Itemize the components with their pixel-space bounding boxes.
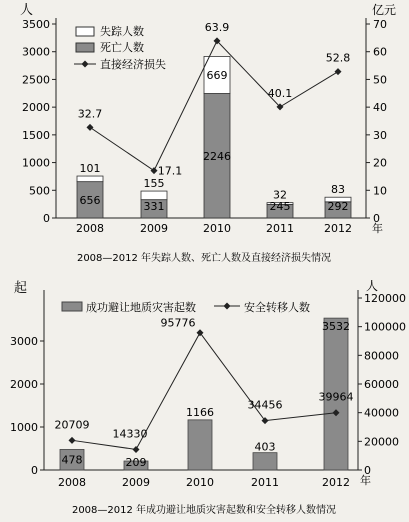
right-axis-unit: 人	[366, 279, 379, 293]
legend-swatch-missing	[76, 27, 94, 36]
line-point-economic-loss	[87, 124, 94, 131]
legend-label-avoided-disasters: 成功避让地质灾害起数	[86, 301, 196, 314]
line-point-relocated-people	[262, 417, 269, 424]
left-axis-tick-label: 1500	[22, 128, 50, 142]
data-label-economic-loss: 40.1	[267, 86, 293, 100]
data-label-missing: 155	[143, 177, 165, 191]
line-point-relocated-people	[133, 446, 140, 453]
right-axis-tick-label: 40000	[364, 406, 399, 420]
right-axis-tick-label: 20000	[364, 435, 399, 449]
legend-label-missing: 失踪人数	[100, 25, 144, 38]
left-axis-tick-label: 1000	[22, 156, 50, 170]
data-label-deaths: 292	[327, 200, 349, 213]
x-axis-tick-label: 2008	[76, 222, 104, 235]
left-axis-tick-label: 3000	[22, 45, 50, 59]
left-axis-unit: 起	[14, 281, 28, 296]
chart-2-legend	[62, 300, 310, 314]
data-label-avoided-disasters: 209	[125, 456, 147, 469]
line-point-relocated-people	[69, 437, 76, 444]
data-label-relocated-people: 34456	[247, 398, 283, 412]
data-label-deaths: 2246	[203, 149, 231, 163]
right-axis-unit: 亿元	[372, 3, 397, 17]
x-axis-tick-label: 2012	[322, 476, 350, 489]
line-point-economic-loss	[151, 167, 158, 174]
left-axis-tick-label: 2000	[22, 101, 50, 115]
x-axis-tick-label: 2011	[266, 222, 294, 235]
data-label-relocated-people: 39964	[318, 390, 354, 404]
chart-1	[20, 3, 396, 264]
right-axis-tick-label: 60	[373, 45, 387, 59]
x-axis-unit: 年	[372, 222, 383, 235]
data-label-missing: 32	[273, 188, 287, 202]
left-axis-tick-label: 3500	[22, 18, 50, 31]
right-axis-tick-label: 0	[373, 212, 380, 225]
left-axis-tick-label: 2500	[22, 73, 50, 87]
left-axis-tick-label: 0	[43, 212, 50, 225]
left-axis-unit: 人	[20, 3, 34, 18]
x-axis-tick-label: 2009	[140, 222, 168, 235]
chart-1-legend	[74, 24, 166, 71]
right-axis-tick-label: 40	[373, 101, 387, 115]
chart-2	[10, 279, 406, 516]
data-label-avoided-disasters: 3532	[322, 320, 350, 334]
bar-missing	[141, 191, 167, 200]
right-axis-tick-label: 80000	[364, 349, 399, 363]
x-axis-unit: 年	[360, 474, 371, 487]
left-axis-tick-label: 0	[31, 464, 38, 477]
data-label-relocated-people: 14330	[112, 427, 148, 441]
x-axis-tick-label: 2010	[186, 476, 214, 489]
data-label-missing: 101	[79, 162, 101, 176]
data-label-relocated-people: 95776	[160, 316, 196, 330]
bar-missing	[77, 176, 103, 182]
data-label-economic-loss: 17.1	[157, 164, 183, 178]
data-label-deaths: 656	[79, 193, 101, 207]
x-axis-tick-label: 2010	[203, 222, 231, 235]
right-axis-tick-label: 20	[373, 156, 387, 170]
data-label-avoided-disasters: 478	[61, 453, 83, 467]
legend-marker-relocated-people	[224, 303, 231, 310]
right-axis-tick-label: 120000	[364, 292, 406, 305]
right-axis-tick-label: 50	[373, 73, 387, 87]
legend-swatch-deaths	[76, 43, 94, 52]
data-label-economic-loss: 52.8	[325, 51, 351, 65]
data-label-economic-loss: 32.7	[77, 107, 103, 121]
chart-2-title: 2008—2012 年成功避让地质灾害起数和安全转移人数情况	[71, 505, 337, 516]
x-axis-tick-label: 2011	[251, 476, 279, 489]
legend-label-deaths: 死亡人数	[100, 41, 144, 54]
right-axis-tick-label: 30	[373, 128, 387, 142]
left-axis-tick-label: 500	[29, 184, 50, 198]
right-axis-tick-label: 60000	[364, 378, 399, 391]
chart-2-bars	[60, 318, 348, 470]
line-point-relocated-people	[197, 329, 204, 336]
right-axis-tick-label: 100000	[364, 320, 406, 334]
right-axis-tick-label: 10	[373, 184, 387, 198]
bar-avoided-disasters	[188, 420, 212, 470]
bar-avoided-disasters	[253, 453, 277, 470]
data-label-avoided-disasters: 403	[254, 440, 276, 454]
legend-swatch-avoided-disasters	[62, 302, 82, 311]
data-label-deaths: 245	[269, 200, 291, 213]
right-axis-tick-label: 0	[364, 464, 371, 477]
data-label-relocated-people: 20709	[54, 418, 90, 432]
legend-marker-economic-loss	[82, 61, 89, 68]
legend-label-relocated-people: 安全转移人数	[244, 301, 310, 314]
right-axis-tick-label: 70	[373, 18, 387, 31]
data-label-avoided-disasters: 1166	[186, 405, 214, 419]
line-point-economic-loss	[335, 68, 342, 75]
left-axis-tick-label: 2000	[10, 378, 38, 391]
left-axis-tick-label: 1000	[10, 421, 38, 434]
data-label-missing: 83	[331, 183, 345, 197]
data-label-economic-loss: 63.9	[204, 20, 230, 34]
chart-1-title: 2008—2012 年失踪人数、死亡人数及直接经济损失情况	[76, 253, 332, 264]
x-axis-tick-label: 2009	[122, 476, 150, 489]
left-axis-tick-label: 3000	[10, 335, 38, 348]
legend-label-economic-loss: 直接经济损失	[100, 58, 166, 71]
x-axis-tick-label: 2012	[324, 222, 352, 235]
data-label-missing: 669	[206, 68, 228, 82]
data-label-deaths: 331	[143, 200, 165, 213]
x-axis-tick-label: 2008	[58, 476, 86, 489]
